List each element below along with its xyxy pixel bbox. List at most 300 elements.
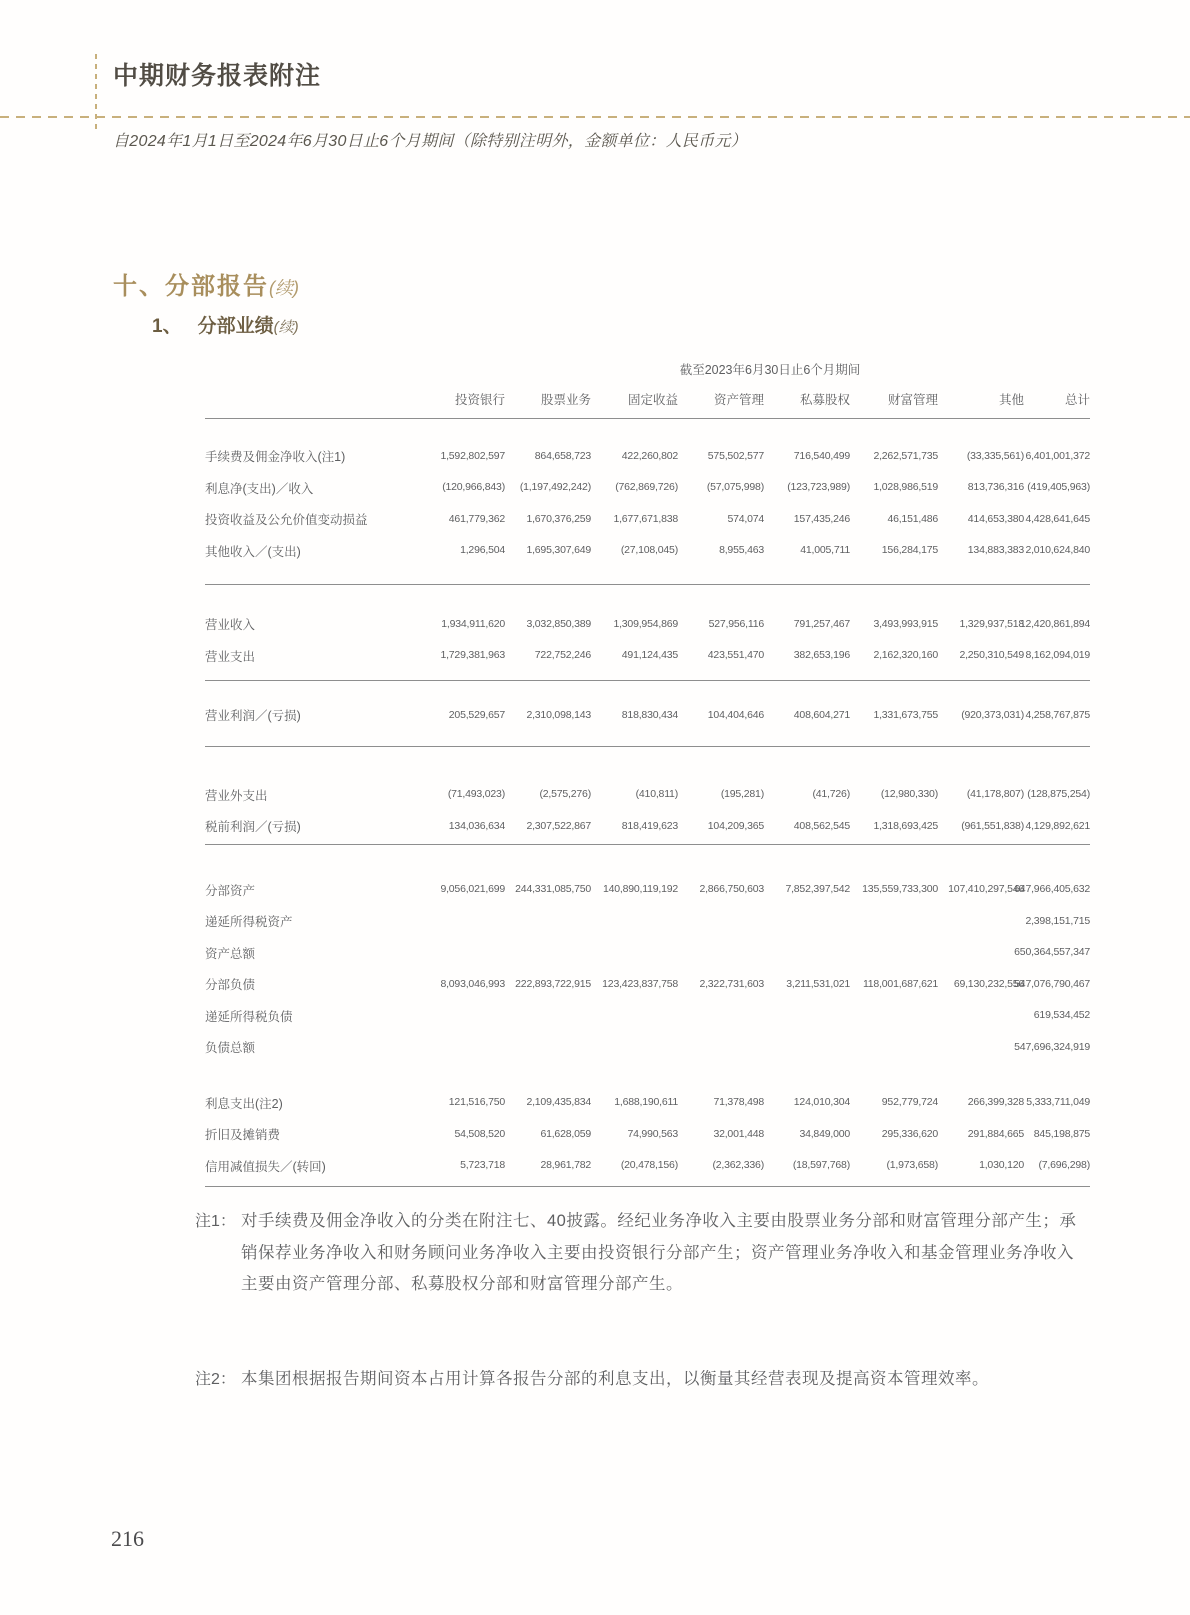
cell xyxy=(591,874,678,906)
cell xyxy=(1024,779,1090,811)
column-header: 资产管理 xyxy=(678,390,764,419)
cell xyxy=(420,874,505,906)
cell xyxy=(420,472,505,504)
cell xyxy=(850,779,938,811)
column-header: 私募股权 xyxy=(764,390,850,419)
cell xyxy=(850,700,938,732)
cell-value: 1,677,671,838 xyxy=(613,512,678,525)
cell xyxy=(938,609,1024,641)
cell xyxy=(764,1087,850,1119)
cell xyxy=(1024,640,1090,672)
cell xyxy=(420,1000,505,1032)
page-header-subtitle: 自2024年1月1日至2024年6月30日止6个月期间（除特别注明外，金额单位：人民币元） xyxy=(113,133,748,150)
cell xyxy=(678,779,764,811)
cell-value: 8,162,094,019 xyxy=(1025,649,1090,661)
cell-value: 547,076,790,467 xyxy=(1014,977,1090,990)
cell-value: 864,658,723 xyxy=(534,449,591,462)
cell xyxy=(420,700,505,732)
table-row xyxy=(205,700,1090,732)
cell-value: 4,428,641,645 xyxy=(1025,512,1090,525)
cell xyxy=(938,1000,1024,1032)
row-label: 营业支出 xyxy=(205,649,256,664)
cell xyxy=(764,969,850,1001)
cell xyxy=(678,811,764,843)
column-header: 投资银行 xyxy=(420,390,505,419)
footnote-label: 注1： xyxy=(195,1213,236,1230)
cell-value: 2,250,310,549 xyxy=(959,649,1024,661)
cell-value: (27,108,045) xyxy=(620,544,678,556)
cell xyxy=(505,906,591,938)
cell xyxy=(764,874,850,906)
cell xyxy=(420,441,505,473)
cell xyxy=(1024,700,1090,732)
cell-value: 121,516,750 xyxy=(448,1096,505,1108)
cell xyxy=(591,1032,678,1064)
cell xyxy=(505,1000,591,1032)
cell xyxy=(1024,1000,1090,1032)
cell xyxy=(505,779,591,811)
cell xyxy=(764,906,850,938)
cell xyxy=(505,874,591,906)
cell-value: (920,373,031) xyxy=(961,708,1024,721)
cell xyxy=(850,1150,938,1182)
cell-value: 2,109,435,834 xyxy=(526,1096,591,1108)
cell-value: 32,001,448 xyxy=(713,1127,764,1140)
spacer-row xyxy=(205,567,1090,584)
cell-value: 157,435,246 xyxy=(793,512,850,525)
row-label-column-header xyxy=(205,390,420,419)
cell xyxy=(591,700,678,732)
cell xyxy=(420,1087,505,1119)
cell xyxy=(1024,504,1090,536)
cell-value: 5,333,711,049 xyxy=(1026,1096,1090,1108)
cell-value: 2,866,750,603 xyxy=(699,883,764,895)
cell-value: 647,966,405,632 xyxy=(1014,883,1090,895)
cell-value: (71,493,023) xyxy=(447,788,505,800)
column-header: 股票业务 xyxy=(505,390,591,419)
cell xyxy=(850,1000,938,1032)
cell-value: (7,696,298) xyxy=(1038,1159,1090,1171)
cell-value: 69,130,232,556 xyxy=(953,977,1024,990)
cell-value: 491,124,435 xyxy=(621,649,678,661)
footnote-text xyxy=(241,1206,1085,1301)
cell xyxy=(678,906,764,938)
cell-value: 722,752,246 xyxy=(534,649,591,661)
cell xyxy=(938,937,1024,969)
cell-value: 3,032,850,389 xyxy=(526,617,591,630)
table-row xyxy=(205,1119,1090,1151)
cell xyxy=(678,874,764,906)
cell xyxy=(505,1087,591,1119)
cell-value: 414,653,380 xyxy=(967,512,1024,525)
cell-value: (41,178,807) xyxy=(966,788,1024,800)
cell xyxy=(938,969,1024,1001)
cell-value: (1,973,658) xyxy=(886,1159,938,1171)
section-rule xyxy=(205,1186,1090,1187)
table-row xyxy=(205,1087,1090,1119)
cell xyxy=(850,937,938,969)
cell-value: 547,696,324,919 xyxy=(1014,1040,1090,1053)
cell-value: 4,129,892,621 xyxy=(1025,819,1090,832)
cell-value: 74,990,563 xyxy=(627,1127,678,1140)
column-header: 财富管理 xyxy=(850,390,938,419)
cell-value: 1,592,802,597 xyxy=(440,449,505,462)
cell xyxy=(420,1150,505,1182)
cell xyxy=(764,441,850,473)
period-header: 截至2023年6月30日止6个月期间 xyxy=(679,363,861,377)
cell xyxy=(591,1119,678,1151)
row-label: 其他收入／(支出) xyxy=(205,544,301,559)
cell xyxy=(505,937,591,969)
cell xyxy=(938,1087,1024,1119)
cell xyxy=(850,472,938,504)
financial-table xyxy=(205,360,1090,1187)
cell-value: (2,362,336) xyxy=(712,1159,764,1171)
cell-value: 244,331,085,750 xyxy=(515,883,591,895)
spacer-row xyxy=(205,845,1090,874)
cell xyxy=(1024,1150,1090,1182)
cell-value: 9,056,021,699 xyxy=(440,883,505,895)
cell-value: 104,404,646 xyxy=(707,708,764,721)
cell xyxy=(850,1119,938,1151)
cell xyxy=(938,779,1024,811)
cell xyxy=(764,609,850,641)
cell-value: 6,401,001,372 xyxy=(1025,449,1090,462)
cell-value: 575,502,577 xyxy=(707,449,764,462)
subsection-title-text: 分部业绩 xyxy=(197,316,274,337)
cell xyxy=(505,969,591,1001)
cell xyxy=(678,535,764,567)
cell xyxy=(764,811,850,843)
cell xyxy=(505,1150,591,1182)
cell xyxy=(1014,874,1090,906)
cell-value: 422,260,802 xyxy=(621,449,678,462)
cell-value: 71,378,498 xyxy=(713,1096,764,1108)
cell-value: (419,405,963) xyxy=(1027,481,1090,493)
spacer-row xyxy=(205,419,1090,441)
cell-value: 1,729,381,963 xyxy=(440,649,505,661)
cell-value: 818,830,434 xyxy=(621,708,678,721)
cell xyxy=(591,609,678,641)
cell xyxy=(420,779,505,811)
cell xyxy=(938,472,1024,504)
table-row xyxy=(205,472,1090,504)
cell xyxy=(1024,472,1090,504)
footnote-line: 对手续费及佣金净收入的分类在附注七、40披露。经纪业务净收入主要由股票业务分部和财富管理分部产生；承 xyxy=(241,1212,1077,1230)
cell-value: 8,093,046,993 xyxy=(440,977,505,990)
table-row xyxy=(205,609,1090,641)
cell xyxy=(591,472,678,504)
cell-value: 104,209,365 xyxy=(707,819,764,832)
cell xyxy=(591,441,678,473)
cell xyxy=(678,441,764,473)
cell-value: (195,281) xyxy=(720,788,764,800)
row-label: 投资收益及公允价值变动损益 xyxy=(205,513,368,528)
row-label: 利息净(支出)／收入 xyxy=(205,481,314,496)
cell-value: (410,811) xyxy=(635,788,678,800)
cell-value: 952,779,724 xyxy=(881,1096,938,1108)
footnote-line: 主要由资产管理分部、私募股权分部和财富管理分部产生。 xyxy=(241,1275,683,1293)
cell-value: 3,211,531,021 xyxy=(786,977,850,990)
cell-value: (57,075,998) xyxy=(706,481,764,493)
horizontal-dash-rule xyxy=(0,116,1190,118)
cell xyxy=(591,779,678,811)
cell-value: 291,884,665 xyxy=(967,1127,1024,1140)
cell-value: 1,329,937,518 xyxy=(959,617,1024,630)
cell xyxy=(1024,811,1090,843)
cell-value: 123,423,837,758 xyxy=(602,977,678,990)
column-header: 总计 xyxy=(1024,390,1090,419)
cell xyxy=(938,441,1024,473)
cell-value: (41,726) xyxy=(812,788,850,800)
cell xyxy=(591,640,678,672)
cell xyxy=(764,1032,850,1064)
cell xyxy=(505,472,591,504)
subsection-title xyxy=(152,311,299,338)
spacer-row xyxy=(205,681,1090,700)
cell xyxy=(1024,535,1090,567)
cell xyxy=(764,779,850,811)
cell xyxy=(850,1087,938,1119)
cell-value: 2,010,624,840 xyxy=(1025,544,1090,556)
segment-report-table xyxy=(205,360,1090,1187)
cell-value: (33,335,561) xyxy=(966,449,1024,462)
cell-value: 118,001,687,621 xyxy=(862,977,938,990)
table-row xyxy=(205,937,1090,969)
cell xyxy=(850,1032,938,1064)
table-row xyxy=(205,1000,1090,1032)
cell-value: (18,597,768) xyxy=(792,1159,850,1171)
cell xyxy=(505,1119,591,1151)
cell xyxy=(938,700,1024,732)
cell-value: 1,309,954,869 xyxy=(613,617,678,630)
cell xyxy=(850,874,938,906)
cell xyxy=(938,535,1024,567)
cell-value: 2,307,522,867 xyxy=(526,819,591,832)
cell xyxy=(505,504,591,536)
table-row xyxy=(205,906,1090,938)
cell-value: 2,162,320,160 xyxy=(873,649,938,661)
cell xyxy=(420,811,505,843)
page-header-title: 中期财务报表附注 xyxy=(113,62,322,90)
cell xyxy=(505,441,591,473)
table-row xyxy=(205,504,1090,536)
cell xyxy=(505,535,591,567)
cell-value: (120,966,843) xyxy=(442,481,505,493)
cell-value: 527,956,116 xyxy=(708,617,764,630)
cell-value: 574,074 xyxy=(727,512,764,525)
cell-value: 1,028,986,519 xyxy=(873,481,938,493)
cell xyxy=(938,874,1024,906)
cell-value: 46,151,486 xyxy=(887,512,938,525)
cell xyxy=(678,700,764,732)
row-label: 手续费及佣金净收入(注1) xyxy=(205,450,346,465)
row-label: 分部资产 xyxy=(205,883,256,898)
cell-value: 266,399,328 xyxy=(967,1096,1024,1108)
cell xyxy=(1024,906,1090,938)
cell xyxy=(678,640,764,672)
cell xyxy=(764,535,850,567)
cell xyxy=(505,640,591,672)
cell-value: 818,419,623 xyxy=(621,819,678,832)
cell xyxy=(591,1150,678,1182)
cell xyxy=(764,640,850,672)
table-row xyxy=(205,535,1090,567)
cell xyxy=(420,535,505,567)
row-label: 信用减值损失／(转回) xyxy=(205,1159,326,1174)
cell xyxy=(850,906,938,938)
cell-value: 382,653,196 xyxy=(793,649,850,661)
footnote-line: 本集团根据报告期间资本占用计算各报告分部的利息支出，以衡量其经营表现及提高资本管理效率。 xyxy=(241,1369,989,1388)
subsection-title-suffix: (续) xyxy=(273,319,299,336)
cell xyxy=(850,640,938,672)
cell xyxy=(591,811,678,843)
table-row xyxy=(205,1150,1090,1182)
cell-value: (961,551,838) xyxy=(961,819,1024,832)
cell-value: (1,197,492,242) xyxy=(519,481,591,493)
cell-value: 205,529,657 xyxy=(448,708,505,721)
period-header-row xyxy=(205,360,1090,390)
cell xyxy=(1014,937,1090,969)
cell xyxy=(420,906,505,938)
cell-value: 5,723,718 xyxy=(460,1159,505,1171)
cell-value: 2,262,571,735 xyxy=(873,449,938,462)
cell-value: (2,575,276) xyxy=(539,788,591,800)
table-row xyxy=(205,811,1090,843)
spacer-row xyxy=(205,1063,1090,1087)
cell-value: 8,955,463 xyxy=(719,544,764,556)
column-header-row xyxy=(205,390,1090,419)
cell xyxy=(591,969,678,1001)
cell xyxy=(420,1032,505,1064)
cell-value: 3,493,993,915 xyxy=(873,617,938,630)
table-row xyxy=(205,969,1090,1001)
page-number: 216 xyxy=(111,1526,144,1551)
cell xyxy=(591,1000,678,1032)
cell xyxy=(591,1087,678,1119)
cell-value: 408,604,271 xyxy=(793,708,850,721)
cell xyxy=(420,937,505,969)
section-title-suffix: (续) xyxy=(269,278,299,298)
cell xyxy=(678,609,764,641)
section-title-text: 十、分部报告 xyxy=(113,273,269,300)
spacer-row xyxy=(205,747,1090,779)
cell xyxy=(764,1000,850,1032)
cell xyxy=(678,1150,764,1182)
cell xyxy=(850,609,938,641)
cell-value: 134,036,634 xyxy=(448,819,505,832)
cell xyxy=(1024,1119,1090,1151)
row-label: 负债总额 xyxy=(205,1041,256,1056)
cell xyxy=(1019,609,1090,641)
cell xyxy=(678,969,764,1001)
cell xyxy=(938,1119,1024,1151)
cell xyxy=(678,472,764,504)
cell-value: 134,883,383 xyxy=(967,544,1024,556)
cell xyxy=(505,1032,591,1064)
row-label: 税前利润／(亏损) xyxy=(205,820,301,835)
cell-value: 140,890,119,192 xyxy=(602,883,678,895)
spacer-row xyxy=(205,731,1090,746)
cell-value: 61,628,059 xyxy=(540,1127,591,1140)
cell xyxy=(850,969,938,1001)
cell-value: 1,318,693,425 xyxy=(873,819,938,832)
cell-value: 408,562,545 xyxy=(793,819,850,832)
cell xyxy=(1014,969,1090,1001)
cell xyxy=(764,700,850,732)
cell-value: 222,893,722,915 xyxy=(515,977,591,990)
row-label: 递延所得税资产 xyxy=(205,915,293,930)
cell xyxy=(591,535,678,567)
cell xyxy=(420,504,505,536)
cell xyxy=(420,609,505,641)
cell-value: 156,284,175 xyxy=(881,544,938,556)
cell xyxy=(678,937,764,969)
footnote-text xyxy=(241,1364,1085,1396)
cell xyxy=(938,811,1024,843)
cell-value: 12,420,861,894 xyxy=(1019,617,1090,630)
cell xyxy=(850,811,938,843)
cell-value: (128,875,254) xyxy=(1027,788,1090,800)
cell-value: 1,688,190,611 xyxy=(614,1096,678,1108)
cell-value: 845,198,875 xyxy=(1033,1127,1090,1140)
cell-value: 295,336,620 xyxy=(881,1127,938,1140)
cell-value: 1,934,911,620 xyxy=(441,617,505,630)
row-label: 营业外支出 xyxy=(205,788,268,803)
row-label: 递延所得税负债 xyxy=(205,1009,293,1024)
cell xyxy=(1024,1087,1090,1119)
cell xyxy=(420,969,505,1001)
cell-value: 423,551,470 xyxy=(707,649,764,661)
cell-value: 2,310,098,143 xyxy=(526,708,591,721)
footnote-line: 销保荐业务净收入和财务顾问业务净收入主要由投资银行分部产生；资产管理业务净收入和基金管理业务净收入 xyxy=(241,1243,1074,1262)
cell-value: 124,010,304 xyxy=(793,1096,850,1108)
cell xyxy=(764,937,850,969)
cell-value: 135,559,733,300 xyxy=(862,883,938,895)
table-row xyxy=(205,1032,1090,1064)
cell-value: (20,478,156) xyxy=(620,1159,678,1171)
table-row xyxy=(205,874,1090,906)
row-label: 营业利润／(亏损) xyxy=(205,709,301,724)
cell-value: 813,736,316 xyxy=(967,481,1024,493)
cell-value: 34,849,000 xyxy=(799,1127,850,1140)
cell xyxy=(764,1119,850,1151)
table-row xyxy=(205,779,1090,811)
cell xyxy=(938,504,1024,536)
cell xyxy=(678,1087,764,1119)
cell-value: 1,695,307,649 xyxy=(526,544,591,556)
vertical-dash-rule xyxy=(95,54,97,134)
column-header: 固定收益 xyxy=(591,390,678,419)
footnote xyxy=(195,1364,1085,1396)
cell-value: 2,322,731,603 xyxy=(699,977,764,990)
cell xyxy=(591,937,678,969)
cell xyxy=(764,472,850,504)
cell xyxy=(420,1119,505,1151)
cell xyxy=(505,609,591,641)
cell xyxy=(678,1000,764,1032)
cell-value: 7,852,397,542 xyxy=(785,883,850,895)
footnote-label: 注2： xyxy=(195,1370,236,1388)
cell-value: 716,540,499 xyxy=(793,449,850,462)
cell xyxy=(938,1032,1024,1064)
cell xyxy=(850,441,938,473)
cell xyxy=(505,700,591,732)
cell-value: 107,410,297,546 xyxy=(948,883,1024,895)
cell xyxy=(505,811,591,843)
column-header: 其他 xyxy=(938,390,1024,419)
row-label: 折旧及摊销费 xyxy=(205,1128,281,1143)
